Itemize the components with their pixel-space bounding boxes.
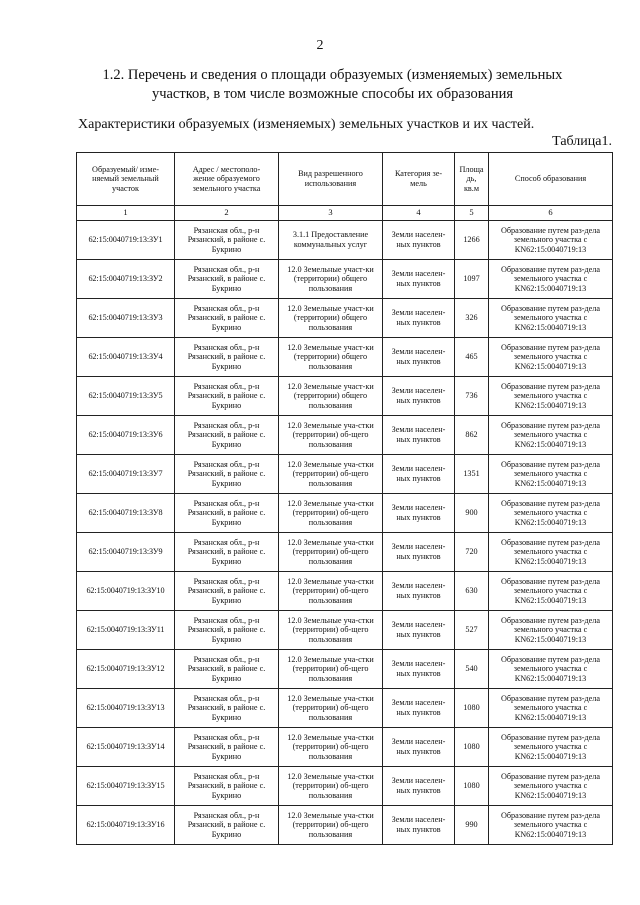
cell-address: Рязанская обл., р-н Рязанский, в районе с. Букрино (175, 767, 279, 806)
cell-land-category: Земли населен-ных пунктов (383, 494, 455, 533)
cell-area: 720 (455, 533, 489, 572)
cell-land-category: Земли населен-ных пунктов (383, 689, 455, 728)
cell-address: Рязанская обл., р-н Рязанский, в районе с. Букрино (175, 260, 279, 299)
column-number-row (77, 206, 613, 221)
cell-address: Рязанская обл., р-н Рязанский, в районе с. Букрино (175, 650, 279, 689)
cell-permitted-use: 12.0 Земельные уча-стки (территории) об-щего пользования (279, 611, 383, 650)
table-row (77, 806, 613, 845)
cell-plot-id: 62:15:0040719:13:ЗУ2 (77, 260, 175, 299)
cell-land-category: Земли населен-ных пунктов (383, 728, 455, 767)
table-row (77, 221, 613, 260)
cell-permitted-use: 12.0 Земельные участ-ки (территории) общего пользования (279, 377, 383, 416)
cell-land-category: Земли населен-ных пунктов (383, 767, 455, 806)
cell-area: 736 (455, 377, 489, 416)
cell-formation-method: Образование путем раз-дела земельного участка с КN62:15:0040719:13 (489, 767, 613, 806)
cell-plot-id: 62:15:0040719:13:ЗУ4 (77, 338, 175, 377)
cell-formation-method: Образование путем раз-дела земельного участка с КN62:15:0040719:13 (489, 611, 613, 650)
header-use (279, 153, 383, 206)
cell-area: 862 (455, 416, 489, 455)
table-row (77, 767, 613, 806)
cell-plot-id: 62:15:0040719:13:ЗУ5 (77, 377, 175, 416)
cell-plot-id: 62:15:0040719:13:ЗУ14 (77, 728, 175, 767)
cell-plot-id: 62:15:0040719:13:ЗУ13 (77, 689, 175, 728)
column-number: 2 (175, 206, 279, 221)
cell-plot-id: 62:15:0040719:13:ЗУ11 (77, 611, 175, 650)
cell-plot-id: 62:15:0040719:13:ЗУ10 (77, 572, 175, 611)
cell-formation-method: Образование путем раз-дела земельного участка с КN62:15:0040719:13 (489, 494, 613, 533)
cell-formation-method: Образование путем раз-дела земельного участка с КN62:15:0040719:13 (489, 338, 613, 377)
cell-address: Рязанская обл., р-н Рязанский, в районе с. Букрино (175, 806, 279, 845)
cell-address: Рязанская обл., р-н Рязанский, в районе с. Букрино (175, 377, 279, 416)
cell-formation-method: Образование путем раз-дела земельного участка с КN62:15:0040719:13 (489, 377, 613, 416)
table-row (77, 494, 613, 533)
header-area (455, 153, 489, 206)
cell-plot-id: 62:15:0040719:13:ЗУ6 (77, 416, 175, 455)
cell-permitted-use: 12.0 Земельные уча-стки (территории) об-щего пользования (279, 416, 383, 455)
cell-address: Рязанская обл., р-н Рязанский, в районе с. Букрино (175, 494, 279, 533)
cell-address: Рязанская обл., р-н Рязанский, в районе с. Букрино (175, 455, 279, 494)
table-row (77, 299, 613, 338)
cell-plot-id: 62:15:0040719:13:ЗУ3 (77, 299, 175, 338)
cell-formation-method: Образование путем раз-дела земельного участка с КN62:15:0040719:13 (489, 260, 613, 299)
section-title-line-2: участков, в том числе возможные способы их образования (151, 86, 514, 102)
cell-plot-id: 62:15:0040719:13:ЗУ15 (77, 767, 175, 806)
cell-plot-id: 62:15:0040719:13:ЗУ12 (77, 650, 175, 689)
cell-formation-method: Образование путем раз-дела земельного участка с КN62:15:0040719:13 (489, 221, 613, 260)
cell-address: Рязанская обл., р-н Рязанский, в районе с. Букрино (175, 533, 279, 572)
cell-area: 326 (455, 299, 489, 338)
table-row (77, 377, 613, 416)
cell-land-category: Земли населен-ных пунктов (383, 455, 455, 494)
cell-land-category: Земли населен-ных пунктов (383, 611, 455, 650)
cell-area: 1080 (455, 689, 489, 728)
cell-land-category: Земли населен-ных пунктов (383, 377, 455, 416)
cell-area: 1080 (455, 728, 489, 767)
table-row (77, 611, 613, 650)
cell-formation-method: Образование путем раз-дела земельного участка с КN62:15:0040719:13 (489, 455, 613, 494)
cell-area: 630 (455, 572, 489, 611)
cell-address: Рязанская обл., р-н Рязанский, в районе с. Букрино (175, 728, 279, 767)
header-area-text: Площа дь, кв.м (459, 164, 484, 193)
cell-formation-method: Образование путем раз-дела земельного участка с КN62:15:0040719:13 (489, 806, 613, 845)
cell-formation-method: Образование путем раз-дела земельного участка с КN62:15:0040719:13 (489, 299, 613, 338)
cell-area: 1351 (455, 455, 489, 494)
cell-permitted-use: 12.0 Земельные уча-стки (территории) об-щего пользования (279, 455, 383, 494)
column-number: 1 (77, 206, 175, 221)
header-address (175, 153, 279, 206)
cell-address: Рязанская обл., р-н Рязанский, в районе с. Букрино (175, 221, 279, 260)
cell-land-category: Земли населен-ных пунктов (383, 416, 455, 455)
cell-address: Рязанская обл., р-н Рязанский, в районе с. Букрино (175, 299, 279, 338)
cell-formation-method: Образование путем раз-дела земельного участка с КN62:15:0040719:13 (489, 689, 613, 728)
cell-permitted-use: 3.1.1 Предоставление коммунальных услуг (279, 221, 383, 260)
header-category-text: Категория зе- мель (394, 169, 443, 188)
table-row (77, 455, 613, 494)
cell-area: 1266 (455, 221, 489, 260)
cell-area: 1097 (455, 260, 489, 299)
cell-plot-id: 62:15:0040719:13:ЗУ16 (77, 806, 175, 845)
cell-formation-method: Образование путем раз-дела земельного участка с КN62:15:0040719:13 (489, 572, 613, 611)
cell-area: 465 (455, 338, 489, 377)
cell-land-category: Земли населен-ных пунктов (383, 260, 455, 299)
cell-area: 900 (455, 494, 489, 533)
cell-area: 527 (455, 611, 489, 650)
cell-plot-id: 62:15:0040719:13:ЗУ1 (77, 221, 175, 260)
table-row (77, 260, 613, 299)
cell-land-category: Земли населен-ных пунктов (383, 533, 455, 572)
cell-land-category: Земли населен-ных пунктов (383, 221, 455, 260)
cell-permitted-use: 12.0 Земельные участ-ки (территории) общего пользования (279, 260, 383, 299)
cell-permitted-use: 12.0 Земельные участ-ки (территории) общего пользования (279, 338, 383, 377)
column-number: 3 (279, 206, 383, 221)
header-id (77, 153, 175, 206)
cell-permitted-use: 12.0 Земельные участ-ки (территории) общего пользования (279, 299, 383, 338)
table-row (77, 689, 613, 728)
cell-address: Рязанская обл., р-н Рязанский, в районе с. Букрино (175, 572, 279, 611)
cell-address: Рязанская обл., р-н Рязанский, в районе с. Букрино (175, 338, 279, 377)
cell-formation-method: Образование путем раз-дела земельного участка с КN62:15:0040719:13 (489, 416, 613, 455)
header-category (383, 153, 455, 206)
cell-land-category: Земли населен-ных пунктов (383, 338, 455, 377)
cell-area: 540 (455, 650, 489, 689)
cell-permitted-use: 12.0 Земельные уча-стки (территории) об-щего пользования (279, 533, 383, 572)
header-method (489, 153, 613, 206)
table-row (77, 728, 613, 767)
column-number: 6 (489, 206, 613, 221)
header-method-text: Способ образования (514, 174, 587, 184)
land-plots-table (76, 152, 613, 845)
cell-permitted-use: 12.0 Земельные уча-стки (территории) об-щего пользования (279, 572, 383, 611)
column-number: 4 (383, 206, 455, 221)
table-label: Таблица1. (552, 134, 612, 149)
cell-land-category: Земли населен-ных пунктов (383, 299, 455, 338)
cell-address: Рязанская обл., р-н Рязанский, в районе с. Букрино (175, 689, 279, 728)
cell-permitted-use: 12.0 Земельные уча-стки (территории) об-щего пользования (279, 806, 383, 845)
cell-permitted-use: 12.0 Земельные уча-стки (территории) об-щего пользования (279, 767, 383, 806)
cell-land-category: Земли населен-ных пунктов (383, 806, 455, 845)
cell-land-category: Земли населен-ных пунктов (383, 572, 455, 611)
header-id-text: Образуемый/ изме- няемый земельный участок (92, 164, 159, 193)
header-address-text: Адрес / местополо- жение образуемого земельного участка (192, 164, 261, 193)
cell-plot-id: 62:15:0040719:13:ЗУ8 (77, 494, 175, 533)
cell-formation-method: Образование путем раз-дела земельного участка с КN62:15:0040719:13 (489, 650, 613, 689)
cell-permitted-use: 12.0 Земельные уча-стки (территории) об-щего пользования (279, 689, 383, 728)
cell-area: 990 (455, 806, 489, 845)
cell-land-category: Земли населен-ных пунктов (383, 650, 455, 689)
table-header-row (77, 153, 613, 206)
table-caption: Характеристики образуемых (изменяемых) земельных участков и их частей. (78, 117, 535, 132)
cell-address: Рязанская обл., р-н Рязанский, в районе с. Букрино (175, 611, 279, 650)
page-number: 2 (316, 38, 324, 53)
cell-permitted-use: 12.0 Земельные уча-стки (территории) об-щего пользования (279, 494, 383, 533)
table-row (77, 572, 613, 611)
section-title-line-1: 1.2. Перечень и сведения о площади образуемых (изменяемых) земельных (102, 67, 563, 83)
header-use-text: Вид разрешенного использования (298, 169, 363, 188)
cell-permitted-use: 12.0 Земельные уча-стки (территории) об-щего пользования (279, 650, 383, 689)
section-title (80, 66, 585, 104)
column-number: 5 (455, 206, 489, 221)
table-row (77, 650, 613, 689)
table-row (77, 416, 613, 455)
cell-plot-id: 62:15:0040719:13:ЗУ9 (77, 533, 175, 572)
table-row (77, 533, 613, 572)
cell-plot-id: 62:15:0040719:13:ЗУ7 (77, 455, 175, 494)
cell-formation-method: Образование путем раз-дела земельного участка с КN62:15:0040719:13 (489, 728, 613, 767)
cell-area: 1080 (455, 767, 489, 806)
cell-formation-method: Образование путем раз-дела земельного участка с КN62:15:0040719:13 (489, 533, 613, 572)
cell-permitted-use: 12.0 Земельные уча-стки (территории) об-щего пользования (279, 728, 383, 767)
cell-address: Рязанская обл., р-н Рязанский, в районе с. Букрино (175, 416, 279, 455)
table-row (77, 338, 613, 377)
